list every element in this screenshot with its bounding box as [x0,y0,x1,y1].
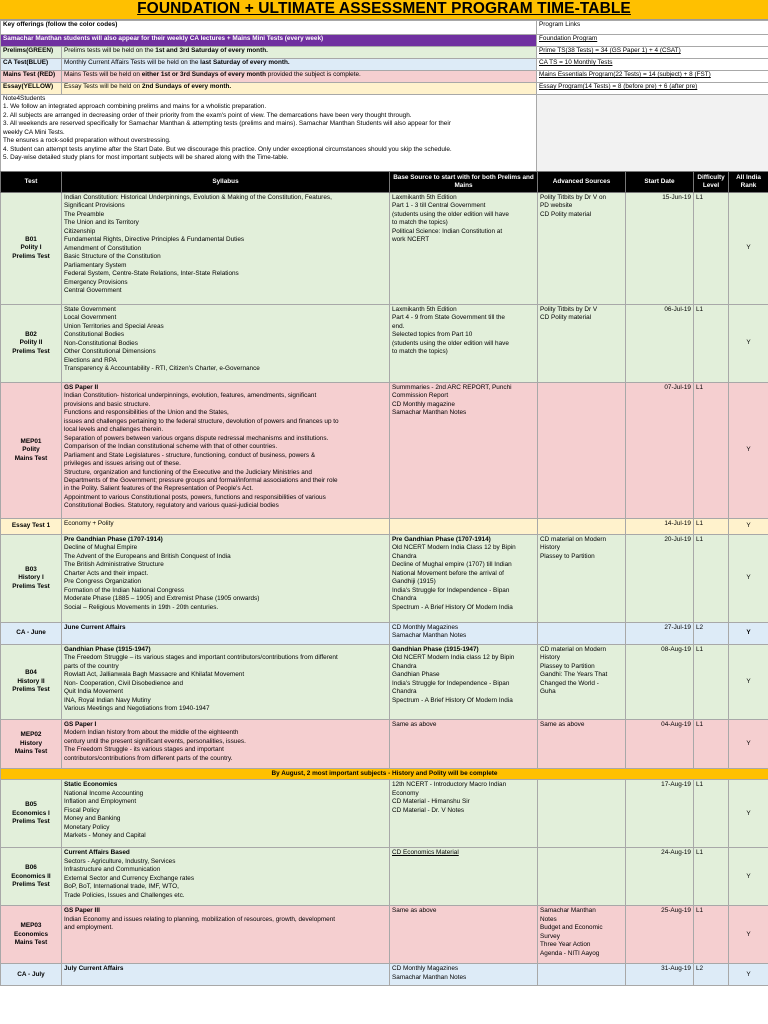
base-source-cell: Same as above [390,906,538,964]
program-link-foundation[interactable]: Foundation Program [537,35,768,47]
all-india-rank-cell: Y [729,193,768,305]
milestone-banner-row [1,769,768,780]
all-india-rank-cell: Y [729,645,768,720]
advanced-source-cell: Samachar Manthan Notes Budget and Economic Survey Three Year Action Agenda - NITI Aayog [538,906,626,964]
syllabus-cell: Indian Constitution: Historical Underpinnings, Evolution & Making of the Constitution, Features, Significant Provisions The Preamble The Union and its Territory Citizenship Fundamental Rights, Directive Principles & Fundamental Duties Amendment of Constitution Basic Structure of the Constitution Parliamentary System Federal System, Centre-State Relations, Inter-State Relations Emergency Provisions Central Government [62,193,390,305]
syllabus-cell: State Government Local Government Union Territories and Special Areas Constitutional Bodies Non-Constitutional Bodies Other Constitutional Dimensions Elections and RPA Transparency & Accountability - RTI, Citizen's Charter, e-Governance [62,305,390,383]
legend-prelims-desc: Prelims tests will be held on the 1st and 3rd Saturday of every month. [62,47,537,59]
table-row [1,535,768,623]
timetable-grid [0,171,768,986]
col-advanced-sources: Advanced Sources [538,172,626,193]
advanced-source-cell [538,848,626,906]
col-difficulty: Difficulty Level [694,172,729,193]
test-name: MEP02 History Mains Test [1,720,62,769]
base-source-cell: Laxmikanth 5th Edition Part 1 - 3 till Central Government (students using the older edition will have to match the topics) Political Science: Indian Constitution at work NCERT [390,193,538,305]
start-date-cell: 24-Aug-19 [626,848,694,906]
col-start-date: Start Date [626,172,694,193]
advanced-source-cell: CD material on Modern History Plassey to Partition Gandhi: The Years That Changed the World - Guha [538,645,626,720]
start-date-cell: 20-Jul-19 [626,535,694,623]
start-date-cell: 08-Aug-19 [626,645,694,720]
table-row [1,193,768,305]
key-offerings-heading: Key offerings (follow the color codes) [1,21,537,35]
legend-essay-label: Essay(YELLOW) [1,83,62,95]
test-name: B06 Economics II Prelims Test [1,848,62,906]
table-row [1,906,768,964]
key-offerings-table [0,20,768,172]
difficulty-cell: L1 [694,720,729,769]
test-name: CA - June [1,623,62,645]
difficulty-cell: L2 [694,964,729,986]
base-source-cell: Gandhian Phase (1915-1947) Old NCERT Modern India class 12 by Bipin Chandra Gandhian Phase India's Struggle for Independence - Bipan Chandra Spectrum - A Brief History Of Modern India [390,645,538,720]
page-title: FOUNDATION + ULTIMATE ASSESSMENT PROGRAM TIME-TABLE [137,0,631,18]
base-source-cell: Summmaries - 2nd ARC REPORT, Punchi Commission Report CD Monthly magazine Samachar Manthan Notes [390,383,538,519]
syllabus-cell: July Current Affairs [62,964,390,986]
notes-block: Note4Students 1. We follow an integrated approach combining prelims and mains for a wholistic preparation. 2. All subjects are arranged in decreasing order of their priority from the exam's point of view. The demarcations have been very thought through. 3. All weekends are reserved specifically for Samachar Manthan & attempting tests (prelims and mains). Samachar Manthan Students will also appear for their weekly CA Mini Tests. The ensures a rock-solid preparation without overstressing. 4. Student can attempt tests anytime after the Start Date. But we discourage this practice. Only under exceptional circumstances should you skip the schedule. 5. Day-wise detailed study plans for most important subjects will be shared along with the Time-table. [1,95,537,172]
test-name: B01 Polity I Prelims Test [1,193,62,305]
all-india-rank-cell: Y [729,906,768,964]
syllabus-cell: GS Paper I Modern Indian history from about the middle of the eighteenth century until the present significant events, personalities, issues. The Freedom Struggle - its various stages and important contributors/contributions from different parts of the country. [62,720,390,769]
all-india-rank-cell: Y [729,964,768,986]
test-name: Essay Test 1 [1,519,62,535]
difficulty-cell: L1 [694,906,729,964]
start-date-cell: 04-Aug-19 [626,720,694,769]
start-date-cell: 15-Jun-19 [626,193,694,305]
notes-blank-cell [537,95,768,172]
legend-ca-label: CA Test(BLUE) [1,59,62,71]
all-india-rank-cell: Y [729,720,768,769]
test-name: CA - July [1,964,62,986]
difficulty-cell: L1 [694,535,729,623]
syllabus-cell: Current Affairs Based Sectors - Agriculture, Industry, Services Infrastructure and Communication External Sector and Currency Exchange rates BoP, BoT, International trade, IMF, WTO, Trade Policies, Issues and Challenges etc. [62,848,390,906]
difficulty-cell: L1 [694,193,729,305]
milestone-banner: By August, 2 most important subjects - History and Polity will be complete [1,769,768,780]
table-row [1,645,768,720]
difficulty-cell: L1 [694,780,729,848]
program-link-mains-essentials[interactable]: Mains Essentials Program(22 Tests) = 14 (subject) + 8 (FST) [537,71,768,83]
all-india-rank-cell: Y [729,623,768,645]
difficulty-cell: L1 [694,305,729,383]
advanced-source-cell [538,780,626,848]
test-name: B03 History I Prelims Test [1,535,62,623]
difficulty-cell: L1 [694,519,729,535]
table-row [1,519,768,535]
start-date-cell: 17-Aug-19 [626,780,694,848]
all-india-rank-cell: Y [729,383,768,519]
base-source-cell: Same as above [390,720,538,769]
test-name: MEP03 Economics Mains Test [1,906,62,964]
col-test: Test [1,172,62,193]
difficulty-cell: L1 [694,645,729,720]
legend-essay-desc: Essay Tests will be held on 2nd Sundays of every month. [62,83,537,95]
all-india-rank-cell: Y [729,780,768,848]
header-row [1,172,768,193]
syllabus-cell: Pre Gandhian Phase (1707-1914) Decline of Mughal Empire The Advent of the Europeans and British Conquest of India The British Administrative Structure Charter Acts and their impact. Pre Congress Organization Formation of the Indian National Congress Moderate Phase (1885 – 1905) and Extremist Phase (1905 onwards) Social – Religious Movements in 19th - 20th centuries. [62,535,390,623]
syllabus-cell: GS Paper III Indian Economy and issues relating to planning, mobilization of resources, growth, development and employment. [62,906,390,964]
base-source-cell: CD Monthly Magazines Samachar Manthan Notes [390,964,538,986]
table-row [1,848,768,906]
advanced-source-cell: Polity Titbits by Dr V on PD website CD Polity material [538,193,626,305]
table-row [1,964,768,986]
advanced-source-cell [538,519,626,535]
difficulty-cell: L1 [694,383,729,519]
start-date-cell: 25-Aug-19 [626,906,694,964]
program-link-essay[interactable]: Essay Program(14 Tests) = 8 (before pre) + 6 (after pre) [537,83,768,95]
start-date-cell: 27-Jul-19 [626,623,694,645]
base-source-cell: Pre Gandhian Phase (1707-1914) Old NCERT Modern India Class 12 by Bipin Chandra Decline of Mughal empire (1707) till Indian National Movement before the arrival of Gandhiji (1915) India's Struggle for Independence - Bipan Chandra Spectrum - A Brief History Of Modern India [390,535,538,623]
all-india-rank-cell: Y [729,848,768,906]
difficulty-cell: L1 [694,848,729,906]
syllabus-cell: June Current Affairs [62,623,390,645]
advanced-source-cell: Polity Titbits by Dr V CD Polity material [538,305,626,383]
table-row [1,720,768,769]
syllabus-cell: Static Economics National Income Accounting Inflation and Employment Fiscal Policy Money and Banking Monetary Policy Markets - Money and Capital [62,780,390,848]
program-link-ca-ts[interactable]: CA TS = 10 Monthly Tests [537,59,768,71]
legend-prelims-label: Prelims(GREEN) [1,47,62,59]
advanced-source-cell [538,964,626,986]
table-row [1,305,768,383]
table-row [1,623,768,645]
start-date-cell: 14-Jul-19 [626,519,694,535]
syllabus-cell: Economy + Polity [62,519,390,535]
test-name: B04 History II Prelims Test [1,645,62,720]
syllabus-cell: Gandhian Phase (1915-1947) The Freedom Struggle – its various stages and important contributors/contributions from different parts of the country Rowlatt Act, Jallianwala Bagh Massacre and Khilafat Movement Non- Cooperation, Civil Disobedience and Quit India Movement INA, Royal Indian Navy Mutiny Various Meetings and Negotiations from 1940-1947 [62,645,390,720]
advanced-source-cell: CD material on Modern History Plassey to Partition [538,535,626,623]
base-source-cell: CD Economics Material [390,848,538,906]
legend-ca-desc: Monthly Current Affairs Tests will be held on the last Saturday of every month. [62,59,537,71]
col-base-source: Base Source to start with for both Prelims and Mains [390,172,538,193]
title-bar [0,0,768,20]
base-source-cell [390,519,538,535]
table-row [1,383,768,519]
test-name: MEP01 Polity Mains Test [1,383,62,519]
program-link-prime-ts[interactable]: Prime TS(38 Tests) = 34 (GS Paper 1) + 4 (CSAT) [537,47,768,59]
advanced-source-cell [538,623,626,645]
test-name: B05 Economics I Prelims Test [1,780,62,848]
advanced-source-cell: Same as above [538,720,626,769]
all-india-rank-cell: Y [729,535,768,623]
samachar-manthan-note: Samachar Manthan students will also appear for their weekly CA lectures + Mains Mini Tests (every week) [1,35,537,47]
start-date-cell: 07-Jul-19 [626,383,694,519]
program-links-heading: Program Links [537,21,768,35]
all-india-rank-cell: Y [729,519,768,535]
legend-mains-label: Mains Test (RED) [1,71,62,83]
col-all-india-rank: All India Rank [729,172,768,193]
base-source-cell: Laxmikanth 5th Edition Part 4 - 9 from State Government till the end. Selected topics from Part 10 (students using the older edition will have to match the topics) [390,305,538,383]
legend-mains-desc: Mains Tests will be held on either 1st or 3rd Sundays of every month provided the subject is complete. [62,71,537,83]
syllabus-cell: GS Paper II Indian Constitution- historical underpinnings, evolution, features, amendments, significant provisions and basic structure. Functions and responsibilities of the Union and the States, issues and challenges pertaining to the federal structure, devolution of powers and finances up to local levels and challenges therein. Separation of powers between various organs dispute redressal mechanisms and institutions. Comparison of the Indian constitutional scheme with that of other countries. Parliament and State Legislatures - structure, functioning, conduct of business, powers & privileges and issues arising out of these. Structure, organization and functioning of the Executive and the Judiciary Ministries and Departments of the Government; pressure groups and formal/informal associations and their role in the Polity. Salient features of the Representation of People's Act. Appointment to various Constitutional posts, powers, functions and responsibilities of various Constitutional Bodies. Statutory, regulatory and various quasi-judicial bodies [62,383,390,519]
col-syllabus: Syllabus [62,172,390,193]
base-source-cell: CD Monthly Magazines Samachar Manthan Notes [390,623,538,645]
start-date-cell: 31-Aug-19 [626,964,694,986]
advanced-source-cell [538,383,626,519]
all-india-rank-cell: Y [729,305,768,383]
start-date-cell: 06-Jul-19 [626,305,694,383]
test-name: B02 Polity II Prelims Test [1,305,62,383]
difficulty-cell: L2 [694,623,729,645]
base-source-cell: 12th NCERT - Introductory Macro Indian Economy CD Material - Himanshu Sir CD Material - Dr. V Notes [390,780,538,848]
table-row [1,780,768,848]
